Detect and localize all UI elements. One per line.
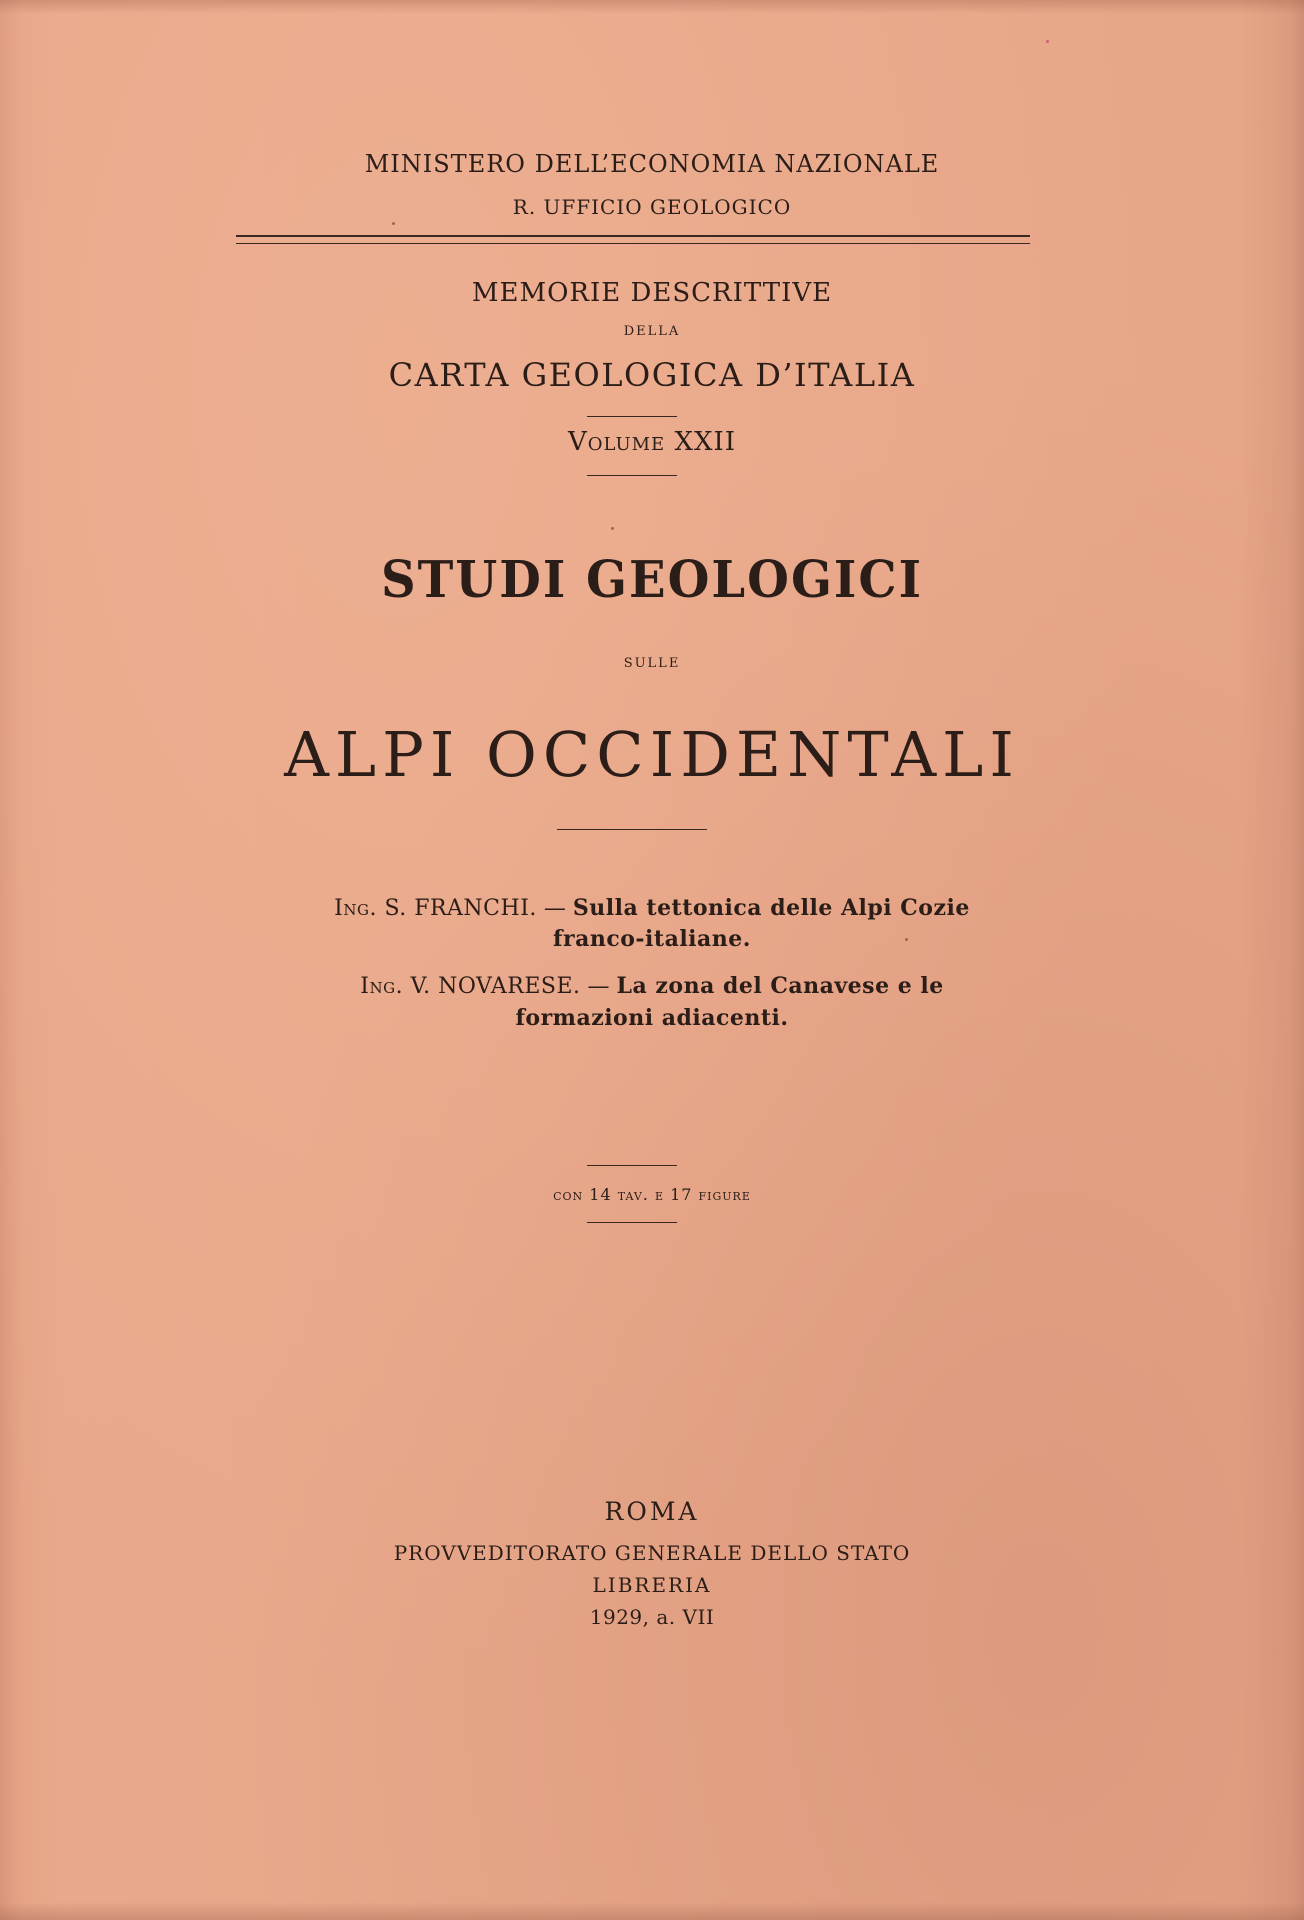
subtitle: ALPI OCCIDENTALI (284, 718, 1020, 791)
author-name: Ing. V. NOVARESE. (360, 974, 581, 999)
contents-entry-2: Ing. V. NOVARESE. — La zona del Canavese e le (360, 973, 944, 999)
paper-edge-top (0, 0, 1304, 14)
series-title: MEMORIE DESCRITTIVE (471, 278, 833, 308)
contents-entry-2-continued (0, 1005, 1304, 1031)
plates-note: con 14 tav. e 17 figure (553, 1185, 751, 1204)
short-rule (587, 475, 677, 476)
series-name: CARTA GEOLOGICA D’ITALIA (388, 356, 916, 394)
work-title: Sulla tettonica delle Alpi Cozie (572, 895, 970, 921)
series-connector: DELLA (623, 324, 681, 339)
work-title: La zona del Canavese e le (616, 973, 944, 999)
title-connector: SULLE (623, 656, 681, 671)
office-heading: R. UFFICIO GEOLOGICO (512, 195, 792, 219)
imprint-city: ROMA (604, 1497, 700, 1526)
double-rule (236, 235, 1030, 244)
ministry-heading: MINISTERO DELL’ECONOMIA NAZIONALE (364, 150, 940, 178)
medium-rule (557, 829, 707, 830)
work-title: formazioni adiacenti. (515, 1005, 789, 1031)
paper-edge-bottom (0, 1902, 1304, 1920)
imprint-shop: LIBRERIA (592, 1573, 712, 1597)
paper-fleck (611, 527, 614, 530)
imprint-year: 1929, a. VII (589, 1605, 715, 1629)
short-rule (587, 1165, 677, 1166)
volume-number: Volume XXII (567, 427, 737, 457)
paper-fleck (392, 222, 395, 225)
short-rule (587, 1222, 677, 1223)
contents-entry-1: Ing. S. FRANCHI. — Sulla tettonica delle Alpi Cozie (334, 895, 970, 921)
main-title: STUDI GEOLOGICI (380, 550, 924, 610)
imprint-publisher: PROVVEDITORATO GENERALE DELLO STATO (393, 1541, 911, 1565)
short-rule (587, 416, 677, 417)
author-name: Ing. S. FRANCHI. (334, 896, 537, 921)
work-title: franco-italiane. (553, 926, 751, 952)
paper-fleck (1046, 40, 1049, 43)
paper-fleck (905, 938, 908, 941)
contents-entry-1-continued (0, 926, 1304, 952)
